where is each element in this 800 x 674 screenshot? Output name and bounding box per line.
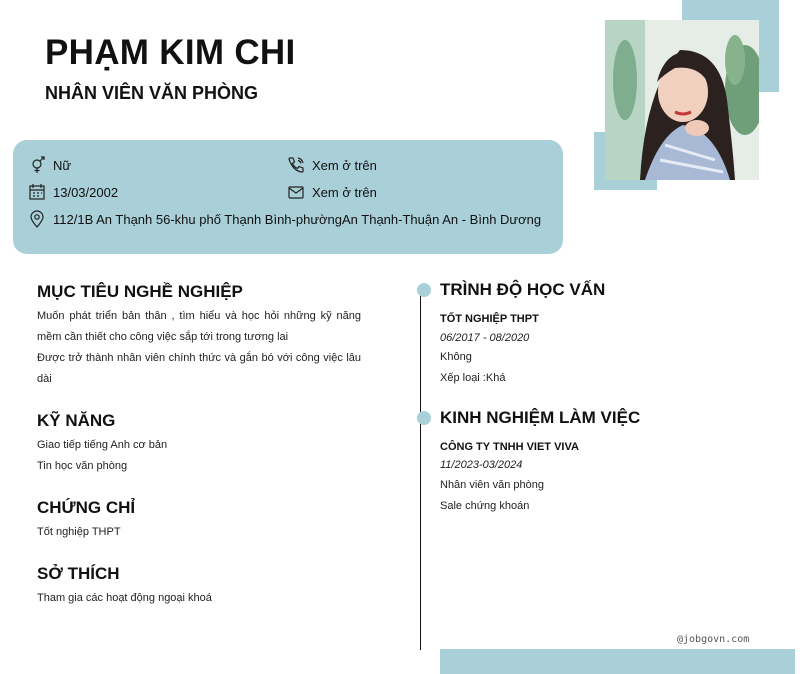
education-school: TỐT NGHIỆP THPT [440, 313, 539, 325]
gender-value: Nữ [53, 157, 72, 173]
email-value: Xem ở trên [312, 184, 377, 200]
timeline-line [420, 290, 421, 650]
experience-detail: Sale chứng khoán [440, 500, 530, 512]
birthday-value: 13/03/2002 [53, 184, 119, 200]
certificate-item: Tốt nghiệp THPT [37, 526, 121, 538]
education-detail: Không [440, 351, 472, 363]
objective-paragraph-2: Được trở thành nhân viên chính thức và gắn bó với công việc lâu dài [37, 352, 361, 385]
phone-value: Xem ở trên [312, 157, 377, 173]
skills-title: KỸ NĂNG [37, 411, 116, 430]
contact-phone [287, 156, 377, 174]
certificates-title: CHỨNG CHỈ [37, 498, 136, 517]
education-title: TRÌNH ĐỘ HỌC VẤN [440, 280, 606, 299]
timeline-dot-education [417, 283, 431, 297]
experience-detail: Nhân viên văn phòng [440, 479, 544, 491]
job-title: NHÂN VIÊN VĂN PHÒNG [45, 83, 259, 103]
contact-birthday [28, 183, 118, 201]
address-value: 112/1B An Thạnh 56-khu phố Thạnh Bình-phườngAn Thạnh-Thuận An - Bình Dương [53, 211, 542, 227]
contact-email [287, 183, 377, 201]
phone-icon [287, 156, 305, 174]
calendar-icon [28, 183, 46, 201]
experience-company: CÔNG TY TNHH VIET VIVA [440, 441, 579, 453]
contact-address [28, 210, 541, 228]
location-icon [28, 210, 46, 228]
objective-paragraph-1: Muốn phát triển bản thân , tìm hiểu và học hỏi những kỹ năng mềm cần thiết cho công việc sắp tới trong tương lai [37, 310, 361, 343]
email-icon [287, 183, 305, 201]
education-period: 06/2017 - 08/2020 [440, 332, 530, 344]
education-detail: Xếp loại :Khá [440, 372, 506, 384]
contact-gender [28, 156, 71, 174]
decorative-block-bottom [440, 649, 795, 674]
objective-title: MỤC TIÊU NGHỀ NGHIỆP [37, 282, 243, 301]
experience-period: 11/2023-03/2024 [440, 459, 523, 471]
skill-item: Tin học văn phòng [37, 460, 128, 472]
profile-photo [605, 20, 759, 180]
watermark: @jobgovn.com [677, 634, 750, 645]
experience-title: KINH NGHIỆM LÀM VIỆC [440, 408, 641, 427]
hobby-item: Tham gia các hoạt động ngoại khoá [37, 592, 212, 604]
skill-item: Giao tiếp tiếng Anh cơ bản [37, 439, 168, 451]
timeline-dot-experience [417, 411, 431, 425]
hobbies-title: SỞ THÍCH [37, 564, 120, 583]
candidate-name: PHẠM KIM CHI [45, 33, 296, 72]
gender-icon [28, 156, 46, 174]
